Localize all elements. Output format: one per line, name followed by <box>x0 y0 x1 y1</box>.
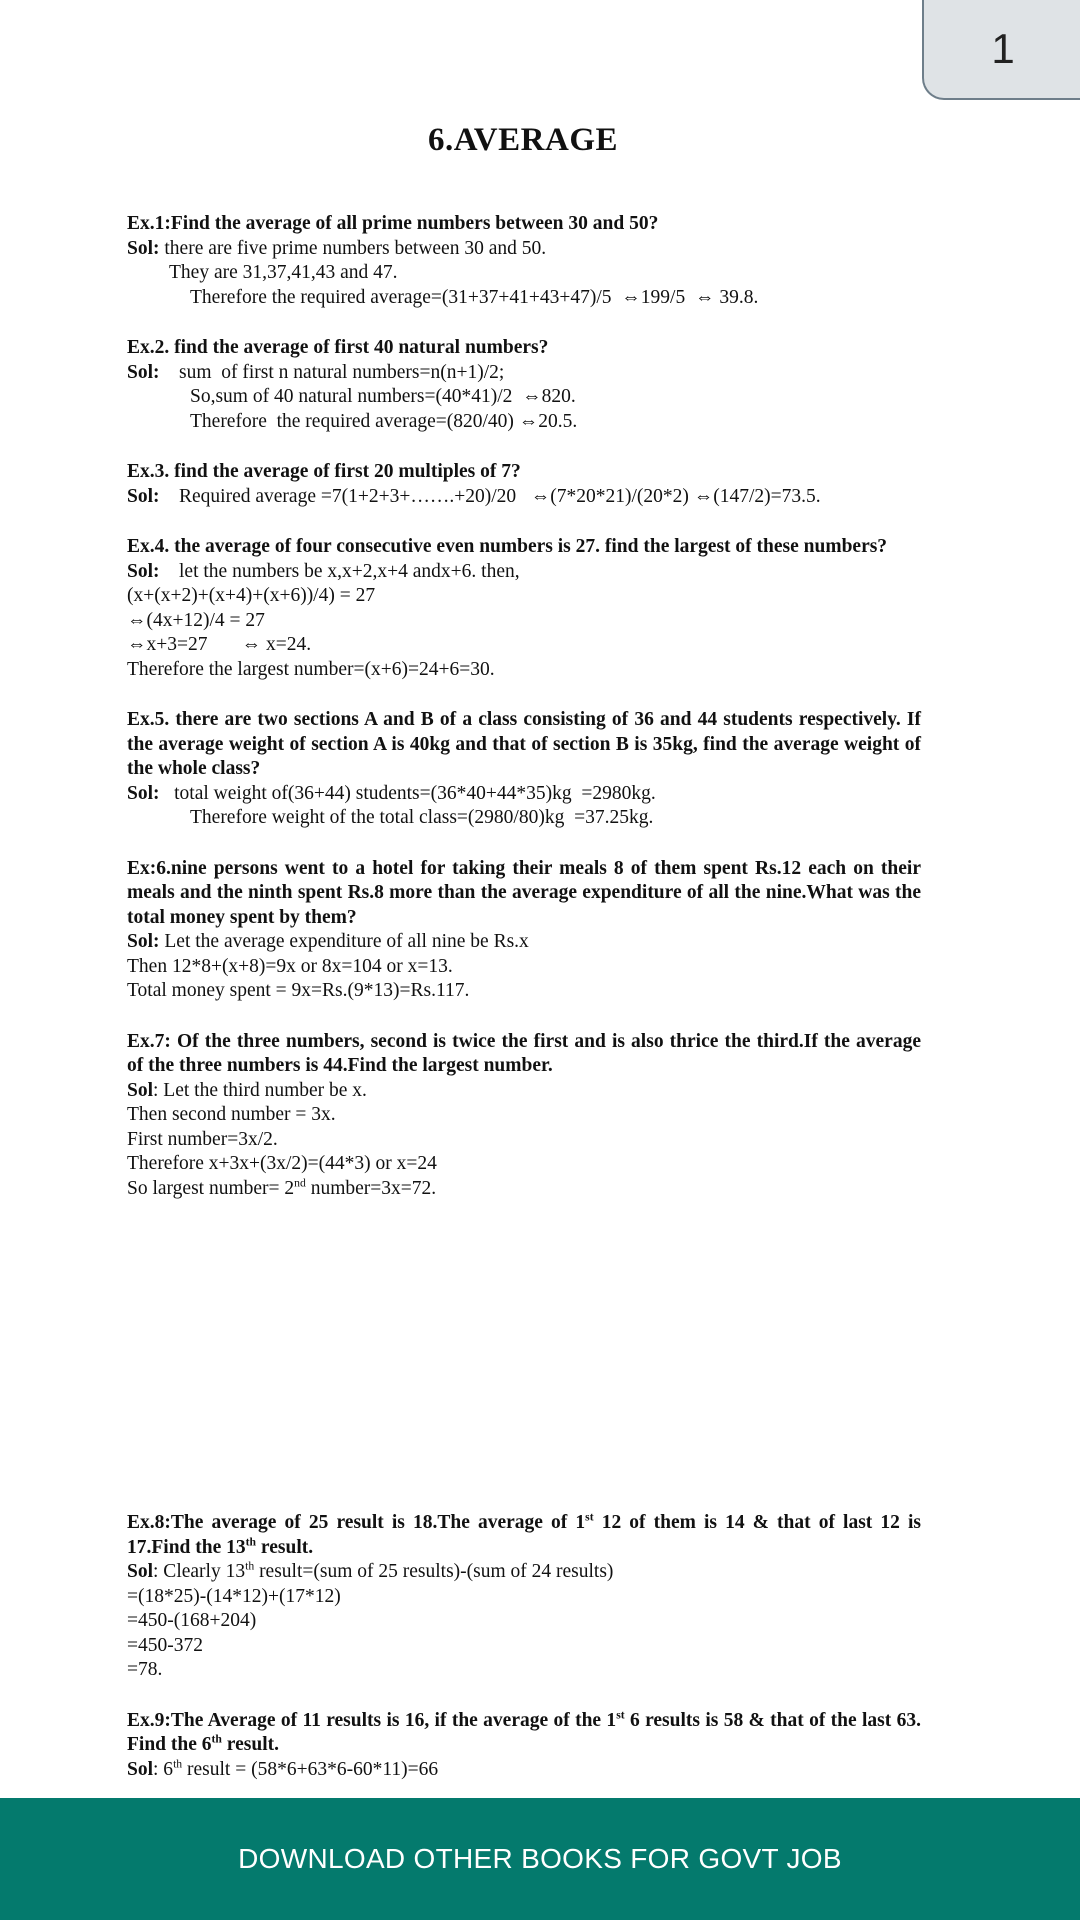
solution-label: Sol: <box>127 931 160 952</box>
example-question: Ex.3. find the average of first 20 multiples of 7? <box>127 461 521 482</box>
example-question: Ex.1:Find the average of all prime numbers between 30 and 50? <box>127 213 659 234</box>
page-whitespace <box>127 1227 921 1511</box>
solution-line: Then 12*8+(x+8)=9x or 8x=104 or x=13. <box>127 955 453 977</box>
solution-label: Sol: <box>127 782 160 804</box>
solution-line: total weight of(36+44) students=(36*40+44*35)kg =2980kg. <box>159 782 656 804</box>
example-4 <box>127 535 921 682</box>
solution-line: : Clearly 13th result=(sum of 25 results)-(sum of 24 results) <box>153 1559 614 1582</box>
solution-line: Total money spent = 9x=Rs.(9*13)=Rs.117. <box>127 980 470 1001</box>
solution-line: Therefore x+3x+(3x/2)=(44*3) or x=24 <box>127 1153 437 1174</box>
example-question: Ex.2. find the average of first 40 natural numbers? <box>127 337 549 358</box>
example-question: Ex.5. there are two sections A and B of a class consisting of 36 and 44 students respectively. If the average weight of section A is 40kg and that of section B is 35kg, find the average weight of the whole class? <box>127 709 921 779</box>
solution-line: =78. <box>127 1659 163 1680</box>
example-3 <box>127 460 921 509</box>
solution-line: ⇔(4x+12)/4 = 27 <box>127 609 265 631</box>
solution-line: So,sum of 40 natural numbers=(40*41)/2 ⇔820. <box>190 386 576 407</box>
solution-line: ⇔x+3=27 ⇔ x=24. <box>127 634 312 655</box>
solution-line: They are 31,37,41,43 and 47. <box>169 262 398 283</box>
solution-line: =450-372 <box>127 1634 203 1656</box>
solution-line: sum of first n natural numbers=n(n+1)/2; <box>159 361 505 383</box>
page-number-badge: 1 <box>922 0 1080 100</box>
solution-line: : 6th result = (58*6+63*6-60*11)=66 <box>153 1757 439 1780</box>
solution-line: Therefore the required average=(31+37+41+43+47)/5 ⇔199/5 ⇔ 39.8. <box>190 286 759 308</box>
solution-line: Therefore weight of the total class=(2980/80)kg =37.25kg. <box>190 807 654 828</box>
solution-line: : Let the third number be x. <box>153 1079 367 1101</box>
solution-line: So largest number= 2nd number=3x=72. <box>127 1176 437 1199</box>
solution-line: Let the average expenditure of all nine be Rs.x <box>159 931 529 952</box>
example-7 <box>127 1030 921 1202</box>
solution-label: Sol <box>127 1758 154 1780</box>
solution-line: (x+(x+2)+(x+4)+(x+6))/4) = 27 <box>127 585 376 606</box>
example-question: Ex.8:The average of 25 result is 18.The average of 1st 12 of them is 14 & that of last 12 is 17.Find the 13th result. <box>127 1510 921 1558</box>
example-1 <box>127 212 921 310</box>
solution-line: =(18*25)-(14*12)+(17*12) <box>127 1585 341 1607</box>
solution-line: there are five prime numbers between 30 and 50. <box>159 237 547 259</box>
example-2 <box>127 336 921 434</box>
page-title: 6.AVERAGE <box>427 122 618 158</box>
example-9 <box>127 1709 921 1783</box>
example-question: Ex.9:The Average of 11 results is 16, if the average of the 1st 6 results is 58 & that of the last 63. Find the 6th result. <box>127 1708 921 1755</box>
solution-line: First number=3x/2. <box>127 1128 278 1150</box>
solution-line: Therefore the largest number=(x+6)=24+6=30. <box>127 658 495 680</box>
solution-line: let the numbers be x,x+2,x+4 andx+6. then, <box>159 560 520 582</box>
solution-line: Required average =7(1+2+3+…….+20)/20 ⇔(7*20*21)/(20*2) ⇔(147/2)=73.5. <box>159 485 821 507</box>
solution-label: Sol: <box>127 361 160 383</box>
solution-label: Sol: <box>127 560 160 582</box>
example-question: Ex.4. the average of four consecutive even numbers is 27. find the largest of these numbers? <box>127 536 888 557</box>
example-question: Ex:6.nine persons went to a hotel for taking their meals 8 of them spent Rs.12 each on their meals and the ninth spent Rs.8 more than the average expenditure of all the nine.What was the total money spent by them? <box>127 857 921 928</box>
solution-line: =450-(168+204) <box>127 1610 257 1631</box>
document-body <box>127 212 921 1808</box>
solution-line: Therefore the required average=(820/40) ⇔20.5. <box>190 410 578 432</box>
download-books-banner[interactable]: DOWNLOAD OTHER BOOKS FOR GOVT JOB <box>0 1798 1080 1920</box>
solution-label: Sol <box>127 1561 154 1582</box>
example-6 <box>127 857 921 1004</box>
example-8 <box>127 1511 921 1683</box>
solution-label: Sol <box>127 1079 154 1101</box>
example-5 <box>127 708 921 831</box>
solution-label: Sol: <box>127 485 160 507</box>
solution-line: Then second number = 3x. <box>127 1104 336 1125</box>
example-question: Ex.7: Of the three numbers, second is twice the first and is also thrice the third.If the average of the three numbers is 44.Find the largest number. <box>127 1030 921 1076</box>
solution-label: Sol: <box>127 237 160 259</box>
